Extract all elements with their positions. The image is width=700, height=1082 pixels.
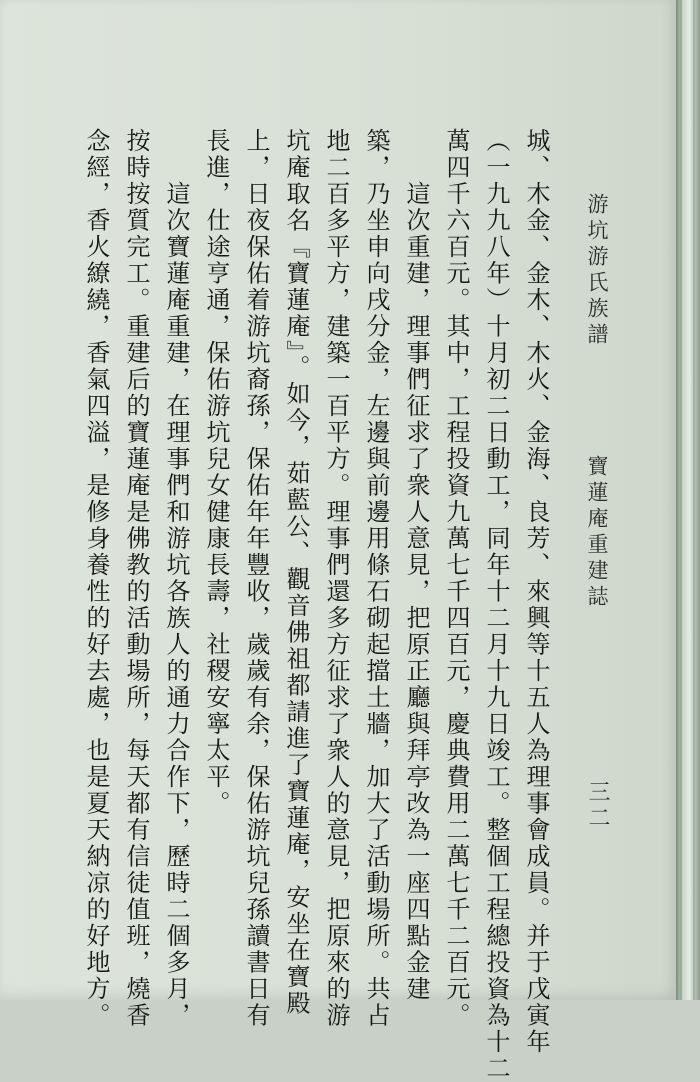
text-column: 築，乃坐申向戌分金，左邊與前邊用條石砌起擋土牆，加大了活動場所。共占 <box>362 128 390 1029</box>
text-column: 上，日夜保佑着游坑裔孫，保佑年年豐收，歲歲有余，保佑游坑兒孫讀書日有 <box>242 128 270 1029</box>
text-column: 萬四千六百元。其中，工程投資九萬七千四百元，慶典費用二萬七千二百元。 <box>442 128 470 1029</box>
text-column: 念經，香火繚繞，香氣四溢，是修身養性的好去處，也是夏天納凉的好地方。 <box>82 128 110 1029</box>
book-edge <box>676 0 700 1000</box>
text-column: 這次重建，理事們征求了衆人意見，把原正廳與拜亭改為一座四點金建 <box>402 128 430 1003</box>
text-column: 這次寶蓮庵重建，在理事們和游坑各族人的通力合作下，歷時二個多月， <box>162 128 190 1029</box>
text-column: 按時按質完工。重建后的寶蓮庵是佛教的活動場所，每天都有信徒值班，燒香 <box>122 128 150 1029</box>
book-title-header: 游坑游氏族譜 <box>585 193 609 349</box>
text-column: （一九九八年）十月初二日動工，同年十二月十九日竣工。整個工程總投資為十二 <box>482 128 510 1082</box>
text-column: 長進，仕途亨通，保佑游坑兒女健康長壽，社稷安寧太平。 <box>202 128 230 817</box>
text-column: 地二百多平方，建築一百平方。理事們還多方征求了衆人的意見，把原來的游 <box>322 128 350 1029</box>
text-column: 城、木金、金木、木火、金海、良芳、來興等十五人為理事會成員。并于戊寅年 <box>522 128 550 1056</box>
section-title-header: 寶蓮庵重建誌 <box>585 455 609 611</box>
text-column: 坑庵取名『寶蓮庵』。如今，茹藍公、觀音佛祖都請進了寶蓮庵，安坐在寶殿 <box>282 128 310 1017</box>
page-number: 三二 <box>585 780 610 832</box>
